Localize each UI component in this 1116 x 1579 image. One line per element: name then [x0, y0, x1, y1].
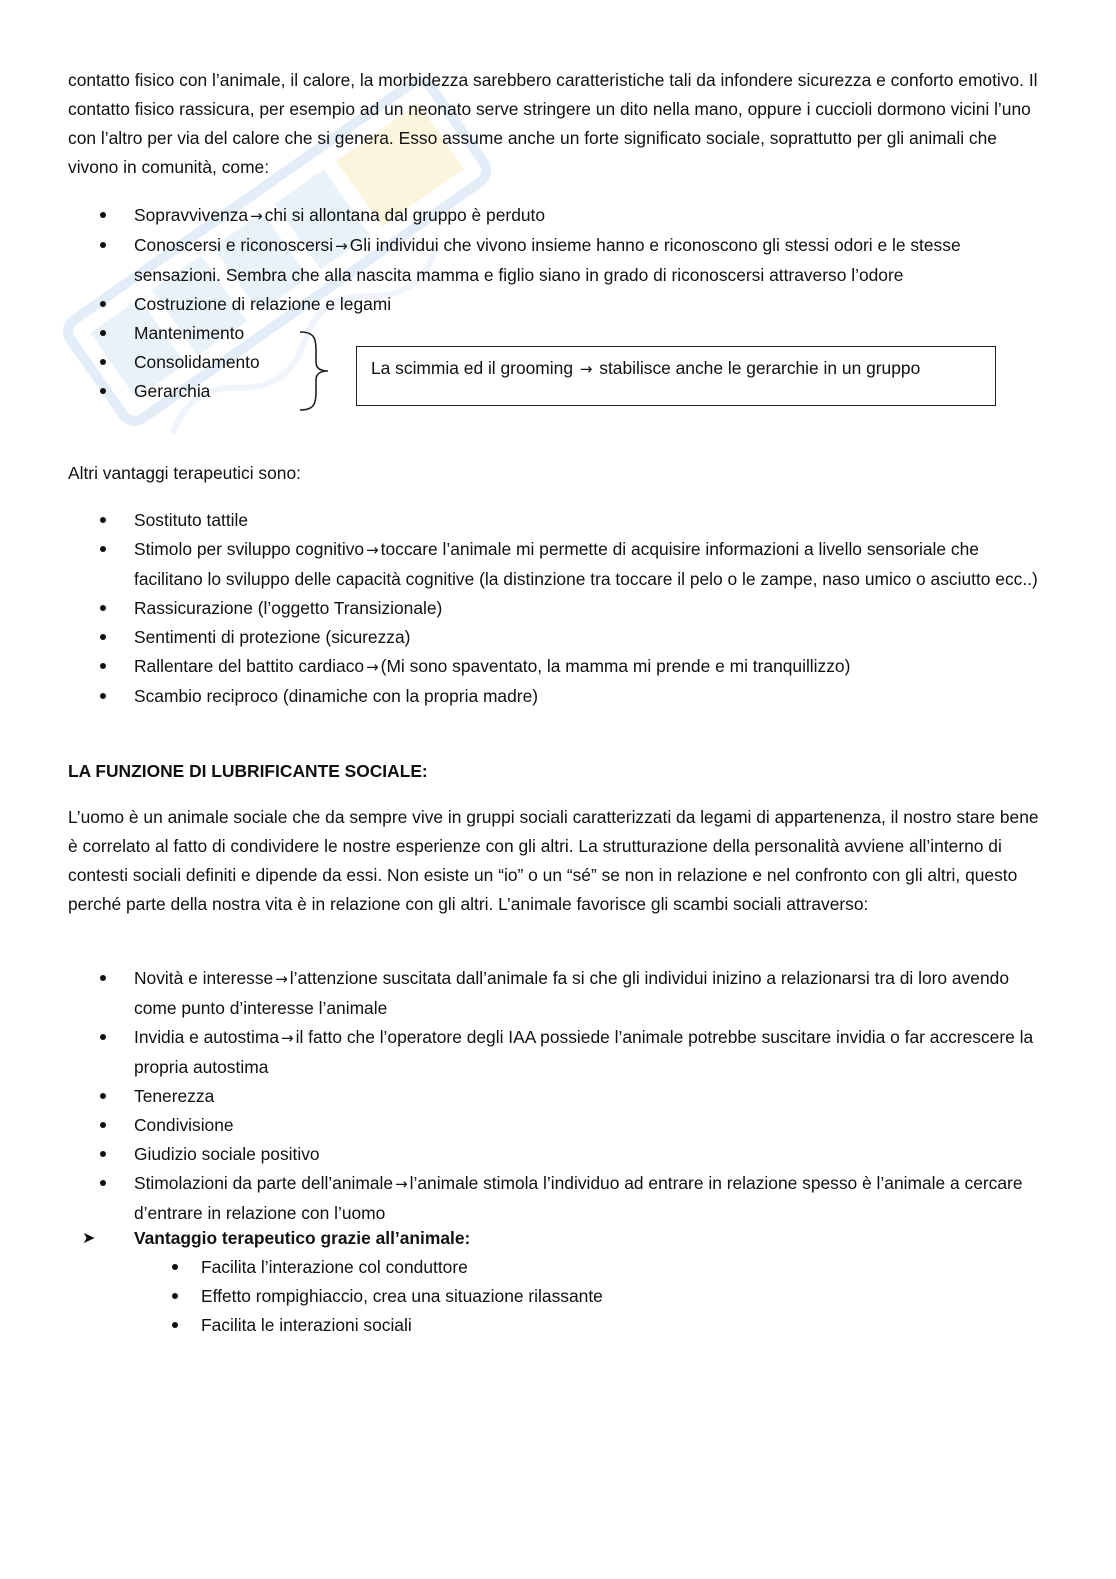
bullet-icon: [172, 1264, 178, 1270]
list-item: [135, 1311, 1035, 1340]
social-exchange-list: [68, 964, 1048, 1228]
list-item: [68, 1023, 1048, 1082]
grooming-note-term: La scimmia ed il grooming: [371, 358, 574, 378]
arrow-icon: →: [579, 360, 593, 378]
list-item-term: Rassicurazione (l’oggetto Transizionale): [134, 598, 443, 618]
list-item-text: Effetto rompighiaccio, crea una situazione rilassante: [201, 1286, 603, 1306]
list-item-desc: (Mi sono spaventato, la mamma mi prende e mi tranquillizzo): [380, 656, 851, 676]
list-item-term: Sostituto tattile: [134, 510, 249, 530]
bullet-icon: [100, 330, 106, 336]
bullet-icon: [100, 663, 106, 669]
arrow-icon: →: [366, 541, 379, 559]
list-item-term: Novità e interesse: [134, 968, 274, 988]
list-item-term: Mantenimento: [134, 323, 245, 343]
list-item-term: Conoscersi e riconoscersi: [134, 235, 334, 255]
list-item-term: Scambio reciproco (dinamiche con la propria madre): [134, 686, 539, 706]
bullet-icon: [100, 1034, 106, 1040]
list-item-term: Sopravvivenza: [134, 205, 249, 225]
list-item-term: Condivisione: [134, 1115, 234, 1135]
bullet-icon: [100, 359, 106, 365]
list-item-term: Giudizio sociale positivo: [134, 1144, 320, 1164]
bullet-icon: [172, 1322, 178, 1328]
bullet-icon: [100, 975, 106, 981]
section-heading: LA FUNZIONE DI LUBRIFICANTE SOCIALE:: [68, 761, 428, 781]
vantaggio-list: [135, 1253, 1035, 1340]
list-item: [68, 535, 1048, 594]
arrow-icon: →: [250, 207, 263, 225]
intro-paragraph: contatto fisico con l’animale, il calore, la morbidezza sarebbero caratteristiche tali da infondere sicurezza e conforto emotivo. Il contatto fisico rassicura, per esempio ad un neonato serve stringere un dito nella mano, oppure i cuccioli dormono vicini l’uno con l’altro per via del calore che si genera. Esso assume anche un forte significato sociale, soprattutto per gli animali che vivono in comunità, come:: [68, 70, 1038, 177]
arrow-icon: →: [395, 1175, 408, 1193]
list-item-desc: il fatto che l’operatore degli IAA possiede l’animale potrebbe suscitare invidia o far accrescere la propria autostima: [134, 1027, 1034, 1077]
list-item-desc: toccare l’animale mi permette di acquisire informazioni a livello sensoriale che facilitano lo sviluppo delle capacità cognitive (la distinzione tra toccare il pelo o le zampe, naso umico o asciutto ecc..): [134, 539, 1038, 589]
list-item-text: Facilita le interazioni sociali: [201, 1315, 412, 1335]
bullet-icon: [100, 605, 106, 611]
list-item-text: Facilita l’interazione col conduttore: [201, 1257, 468, 1277]
list-item-desc: Gli individui che vivono insieme hanno e riconoscono gli stessi odori e le stesse sensazioni. Sembra che alla nascita mamma e figlio siano in grado di riconoscersi attraverso l’odore: [134, 235, 961, 285]
list-item-term: Gerarchia: [134, 381, 211, 401]
list-item: [68, 201, 1048, 231]
list-item: [68, 231, 1048, 290]
bullet-icon: [100, 212, 106, 218]
list-item: [68, 682, 1048, 711]
list-item-term: Sentimenti di protezione (sicurezza): [134, 627, 411, 647]
list-item-term: Consolidamento: [134, 352, 260, 372]
arrow-icon: →: [366, 658, 379, 676]
grooming-note-box: [356, 346, 996, 406]
list-item: [68, 319, 1048, 348]
vantaggio-label: Vantaggio terapeutico grazie all’animale:: [134, 1228, 471, 1248]
therapeutic-benefits-list: [68, 506, 1048, 711]
list-item: [68, 506, 1048, 535]
bullet-icon: [100, 1151, 106, 1157]
list-item: [68, 964, 1048, 1023]
arrowhead-bullet-icon: ➤: [82, 1230, 96, 1247]
list-item: [68, 623, 1048, 652]
list-item-term: Invidia e autostima: [134, 1027, 280, 1047]
list-item-term: Stimolo per sviluppo cognitivo: [134, 539, 365, 559]
bullet-icon: [100, 517, 106, 523]
bullet-icon: [100, 1180, 106, 1186]
list-item: [68, 1169, 1048, 1228]
bullet-icon: [100, 634, 106, 640]
list-item: [68, 290, 1048, 319]
bullet-icon: [100, 546, 106, 552]
list-item-term: Costruzione di relazione e legami: [134, 294, 392, 314]
list-item: [135, 1253, 1035, 1282]
arrow-icon: →: [275, 970, 288, 988]
grooming-note-desc: stabilisce anche le gerarchie in un gruppo: [599, 358, 921, 378]
list-item: [68, 594, 1048, 623]
section-paragraph: L’uomo è un animale sociale che da sempre vive in gruppi sociali caratterizzati da legami di appartenenza, il nostro stare bene è correlato al fatto di condividere le nostre esperienze con gli altri. La strutturazione della personalità avviene all’interno di contesti sociali definiti e dipende da essi. Non esiste un “io” o un “sé” se non in relazione e nel confronto con gli altri, questo perché parte della nostra vita è in relazione con gli altri. L’animale favorisce gli scambi sociali attraverso:: [68, 807, 1039, 914]
arrow-icon: →: [335, 237, 348, 255]
list-item-term: Rallentare del battito cardiaco: [134, 656, 365, 676]
list-item-desc: l’attenzione suscitata dall’animale fa si che gli individui inizino a relazionarsi tra di loro avendo come punto d’interesse l’animale: [134, 968, 1009, 1018]
list-item: [68, 1111, 1048, 1140]
arrow-icon: →: [281, 1029, 294, 1047]
list-item: [68, 1140, 1048, 1169]
list-item-term: Tenerezza: [134, 1086, 215, 1106]
bullet-icon: [100, 1093, 106, 1099]
list-item: [68, 1082, 1048, 1111]
bullet-icon: [100, 301, 106, 307]
bullet-icon: [100, 1122, 106, 1128]
list-item-term: Stimolazioni da parte dell’animale: [134, 1173, 394, 1193]
bullet-icon: [100, 693, 106, 699]
bullet-icon: [100, 242, 106, 248]
list-item: [68, 652, 1048, 682]
list-item: [135, 1282, 1035, 1311]
bullet-icon: [172, 1293, 178, 1299]
altri-vantaggi-intro: Altri vantaggi terapeutici sono:: [68, 463, 301, 483]
brace-shape: [296, 330, 336, 412]
list-item-desc: l’animale stimola l’individuo ad entrare in relazione spesso è l’animale a cercare d’entrare in relazione con l’uomo: [134, 1173, 1023, 1223]
bullet-icon: [100, 388, 106, 394]
list-item-desc: chi si allontana dal gruppo è perduto: [264, 205, 546, 225]
